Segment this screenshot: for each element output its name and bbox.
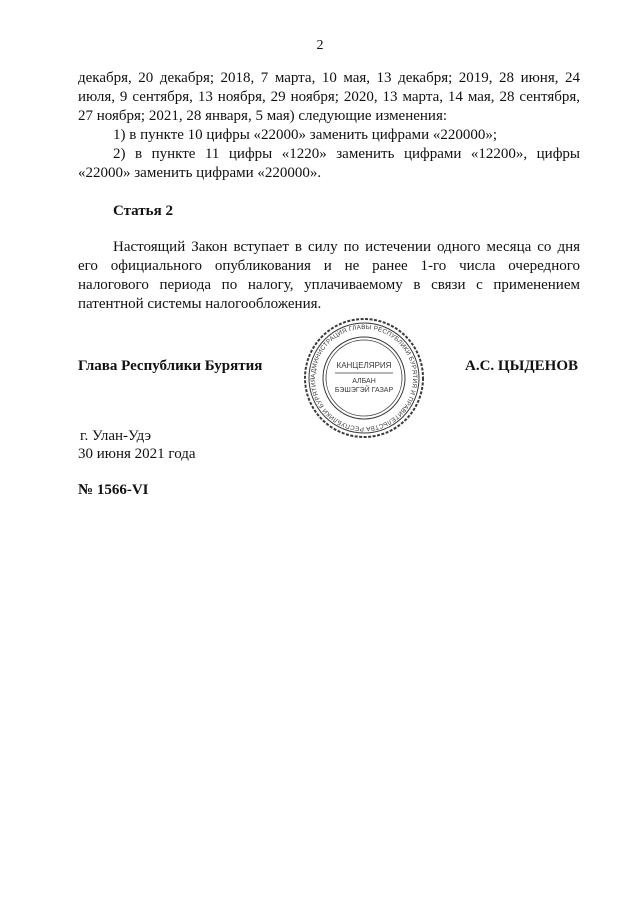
amendments-text — [78, 69, 580, 183]
amendment-item-2: 2) в пункте 11 цифры «1220» заменить цифрами «12200», цифры «22000» заменить цифрами «220000». — [78, 146, 580, 181]
article-2-heading: Статья 2 — [113, 203, 173, 219]
law-number: № 1566-VI — [78, 482, 149, 498]
seal-center-line-3: БЭШЭГЭЙ ГАЗАР — [334, 387, 394, 394]
seal-center-line-1: КАНЦЕЛЯРИЯ — [336, 361, 392, 370]
date-of-signing: 30 июня 2021 года — [78, 446, 196, 462]
article-2-text: Настоящий Закон вступает в силу по истечении одного месяца со дня его официального опубликования и не ранее 1-го числа очередного налогового периода по налогу, уплачиваемому в связи с применением патентной системы налогообложения. — [78, 239, 580, 312]
page-number: 2 — [316, 38, 324, 53]
signatory-name: А.С. ЦЫДЕНОВ — [465, 358, 578, 374]
signatory-title: Глава Республики Бурятия — [78, 358, 263, 374]
seal-ring-text: АДМИНИСТРАЦИЯ ГЛАВЫ РЕСПУБЛИКИ БУРЯТИЯ И ПРАВИТЕЛЬСТВА РЕСПУБЛИКИ БУРЯТИЯ — [309, 323, 419, 433]
seal-center-line-2: АЛБАН — [352, 378, 376, 385]
amendment-item-1: 1) в пункте 10 цифры «22000» заменить цифрами «220000»; — [113, 127, 498, 143]
place-of-signing: г. Улан-Удэ — [80, 428, 152, 444]
paragraph-continuation: декабря, 20 декабря; 2018, 7 марта, 10 мая, 13 декабря; 2019, 28 июня, 24 июля, 9 сентября, 13 ноября, 29 ноября; 2020, 13 марта, 14 мая, 28 сентября, 27 ноября; 2021, 28 января, 5 мая) следующие изменения: — [78, 70, 580, 124]
official-seal — [302, 316, 426, 440]
